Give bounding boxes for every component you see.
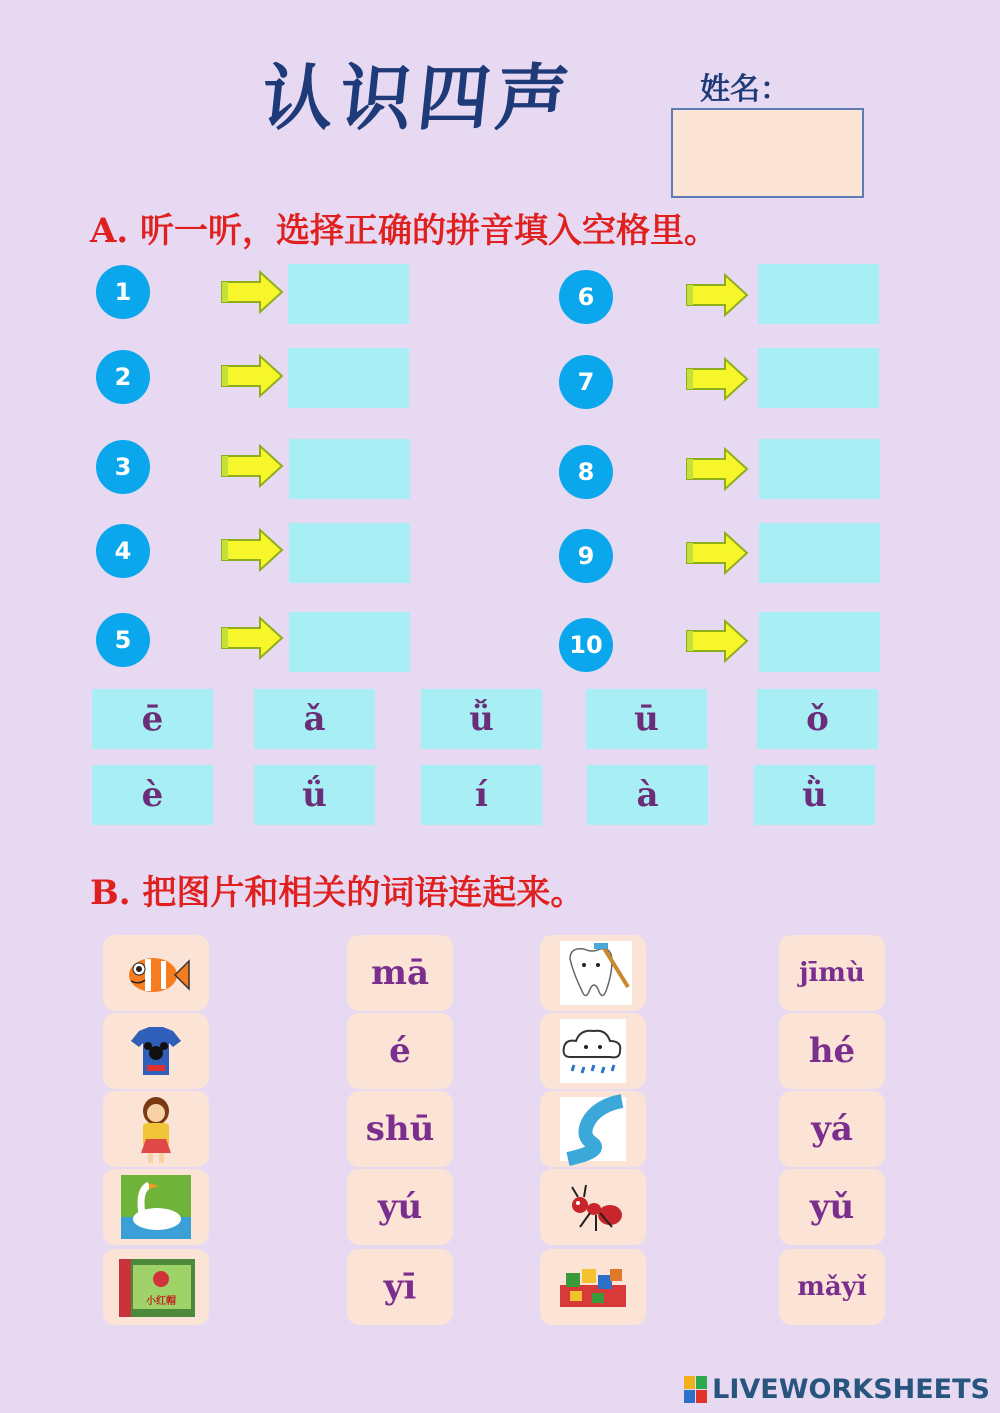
item-number-badge: 10 [559, 618, 613, 672]
books-icon [103, 1249, 209, 1325]
tooth-icon [540, 935, 646, 1011]
answer-drop-box[interactable] [288, 264, 409, 324]
item-number-badge: 3 [96, 440, 150, 494]
arrow-right-icon [685, 447, 749, 491]
arrow-right-icon [220, 354, 284, 398]
word-card[interactable]: yú [347, 1169, 453, 1245]
tshirt-icon [103, 1013, 209, 1089]
blocks-icon [540, 1249, 646, 1325]
answer-drop-box[interactable] [289, 612, 410, 672]
item-number-badge: 7 [559, 355, 613, 409]
arrow-right-icon [220, 270, 284, 314]
books-picture[interactable] [103, 1249, 209, 1325]
word-card[interactable]: yǔ [779, 1169, 885, 1245]
arrow-right-icon [220, 444, 284, 488]
item-number-badge: 9 [559, 529, 613, 583]
river-icon [540, 1091, 646, 1167]
arrow-right-icon [220, 616, 284, 660]
fish-icon [103, 935, 209, 1011]
goose-picture[interactable] [103, 1169, 209, 1245]
pinyin-tile[interactable]: ū [586, 689, 707, 749]
pinyin-tile[interactable]: ǎ [254, 689, 375, 749]
brand-name: LIVEWORKSHEETS [712, 1374, 990, 1405]
answer-drop-box[interactable] [759, 439, 880, 499]
section-b-heading: B. 把图片和相关的词语连起来。 [90, 873, 585, 913]
page-title: 认识四声 [257, 55, 579, 140]
item-number-badge: 1 [96, 265, 150, 319]
word-card[interactable]: yá [779, 1091, 885, 1167]
section-a-heading: A. 听一听，选择正确的拼音填入空格里。 [90, 211, 719, 251]
mother-picture[interactable] [103, 1091, 209, 1167]
answer-drop-box[interactable] [288, 348, 409, 408]
tshirt-picture[interactable] [103, 1013, 209, 1089]
answer-drop-box[interactable] [758, 348, 879, 408]
item-number-badge: 2 [96, 350, 150, 404]
mother-icon [103, 1091, 209, 1167]
pinyin-tile[interactable]: à [587, 765, 708, 825]
arrow-right-icon [220, 528, 284, 572]
answer-drop-box[interactable] [759, 612, 880, 672]
book-cover-text: 小红帽 [146, 1296, 176, 1307]
word-card[interactable]: yī [347, 1249, 453, 1325]
answer-drop-box[interactable] [289, 439, 410, 499]
liveworksheets-logo-icon [684, 1376, 708, 1404]
word-card[interactable]: jīmù [779, 935, 885, 1011]
item-number-badge: 8 [559, 445, 613, 499]
liveworksheets-footer [684, 1374, 990, 1405]
answer-drop-box[interactable] [759, 523, 880, 583]
arrow-right-icon [685, 357, 749, 401]
word-card[interactable]: hé [779, 1013, 885, 1089]
pinyin-tile[interactable]: ǒ [757, 689, 878, 749]
answer-drop-box[interactable] [289, 523, 410, 583]
arrow-right-icon [685, 531, 749, 575]
pinyin-tile[interactable]: í [421, 765, 542, 825]
cloud-rain-picture[interactable] [540, 1013, 646, 1089]
word-card[interactable]: mǎyǐ [779, 1249, 885, 1325]
word-card[interactable]: é [347, 1013, 453, 1089]
name-label: 姓名： [700, 72, 790, 107]
name-field[interactable] [671, 108, 864, 198]
ant-picture[interactable] [540, 1169, 646, 1245]
word-card[interactable]: shū [347, 1091, 453, 1167]
goose-icon [103, 1169, 209, 1245]
word-card[interactable]: mā [347, 935, 453, 1011]
arrow-right-icon [685, 273, 749, 317]
ant-icon [540, 1169, 646, 1245]
item-number-badge: 6 [559, 270, 613, 324]
fish-picture[interactable] [103, 935, 209, 1011]
arrow-right-icon [685, 619, 749, 663]
pinyin-tile[interactable]: ǘ [254, 765, 375, 825]
pinyin-tile[interactable]: ǜ [754, 765, 875, 825]
item-number-badge: 4 [96, 524, 150, 578]
answer-drop-box[interactable] [758, 264, 879, 324]
tooth-picture[interactable] [540, 935, 646, 1011]
pinyin-tile[interactable]: ē [92, 689, 213, 749]
cloud-rain-icon [540, 1013, 646, 1089]
item-number-badge: 5 [96, 613, 150, 667]
blocks-picture[interactable] [540, 1249, 646, 1325]
river-picture[interactable] [540, 1091, 646, 1167]
pinyin-tile[interactable]: ǚ [421, 689, 542, 749]
pinyin-tile[interactable]: è [92, 765, 213, 825]
